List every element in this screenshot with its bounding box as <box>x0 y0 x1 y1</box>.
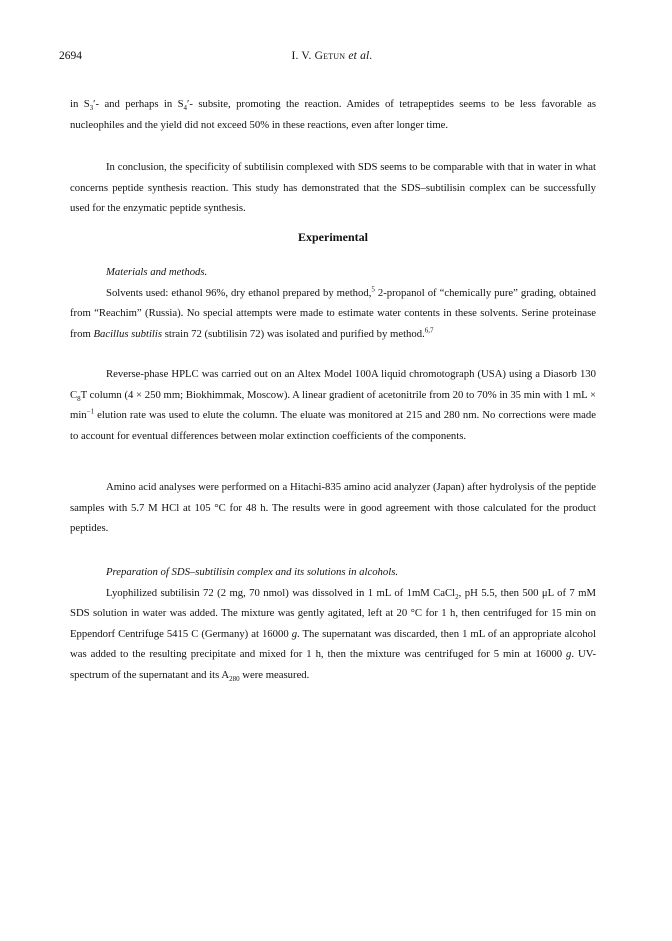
paragraph-amino-acid: Amino acid analyses were performed on a Hitachi-835 amino acid analyzer (Japan) after hydrolysis of the peptide samples with 5.7 M HCl at 105 °C for 48 h. The results were in good agreement with those calculated for the product peptides. <box>70 481 596 535</box>
running-title <box>59 50 605 62</box>
citation-ref: 5 <box>371 285 375 294</box>
section-heading-experimental: Experimental <box>298 230 368 244</box>
paragraph-materials <box>70 262 596 344</box>
paragraph-hplc: Reverse-phase HPLC was carried out on an Altex Model 100A liquid chromotograph (USA) using a Diasorb 130 $C_8T$ column (4 × 250 mm; Biokhimmak, Moscow). A linear gradient of acetonitrile from 20 to 70% in 35 min with 1 mL × $\min^{-1}$ elution rate was used to elute the column. The eluate was monitored at 215 and 280 nm. No corrections were made to account for eventual differences between molar extinction coefficients of the components. <box>70 368 596 442</box>
paragraph-solvents: Solvents used: ethanol 96%, dry ethanol prepared by method,$^5$ 2-propanol of “chemically pure” grading, obtained from “Reachim” (Russia). No special attempts were made to estimate water contents in these solvents. Serine proteinase from Bacillus subtilis strain 72 (subtilisin 72) was isolated and purified by method.$^{6,7}$ <box>70 285 596 340</box>
paragraph-preparation: Preparation of SDS–subtilisin complex and its solutions in alcohols. Lyophilized subtilisin 72 (2 mg, 70 nmol) was dissolved in 1 mL of 1mM CaCl$_2$, pH 5.5, then 500 μL of 7 mM SDS solution in water was added. The mixture was gently agitated, left at 20 °C for 1 h, then centrifuged for 15 min on Eppendorf Centrifuge 5415 C (Germany) at 16000 g. The supernatant was discarded, then 1 mL of an appropriate alcohol was added to the resulting precipitate and mixed for 1 h, then the mixture was centrifuged for 5 min at 16000 g. UV-spectrum of the supernatant and its $A_{280}$ were measured. <box>70 562 596 686</box>
author-initials: I. V. <box>291 50 315 62</box>
author-surname: Getun <box>314 50 346 62</box>
paragraph-conclusion: In conclusion, the specificity of subtilisin complexed with SDS seems to be comparable with that in water in what concerns peptide synthesis reaction. This study has demonstrated that the SDS–subtilisin complex can be successfully used for the enzymatic peptide synthesis. <box>70 161 596 215</box>
page-number: 2694 <box>59 50 82 62</box>
paragraph-continuation: in $S_3'-$ and perhaps in $S_4'-$ subsite, promoting the reaction. Amides of tetrapeptides seems to be less favorable as nucleophiles and the yield did not exceed 50% in these reactions, even after longer time. <box>70 98 596 131</box>
running-header <box>59 50 605 66</box>
subheading-preparation: Preparation of SDS–subtilisin complex and its solutions in alcohols. <box>106 566 399 578</box>
citation-ref: 6,7 <box>424 326 434 335</box>
et-al: et al. <box>345 50 373 62</box>
subheading-materials: Materials and methods. <box>106 266 208 278</box>
